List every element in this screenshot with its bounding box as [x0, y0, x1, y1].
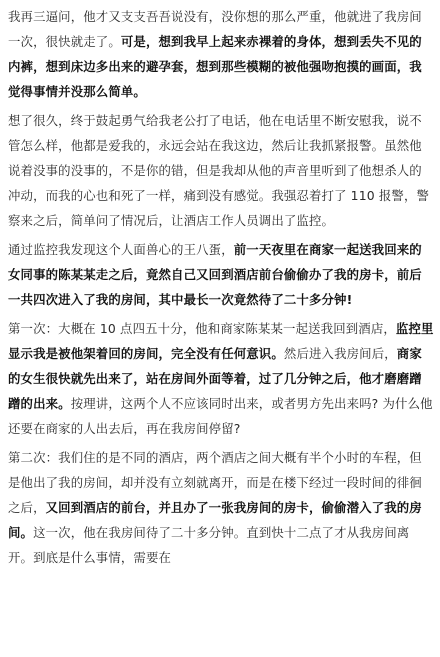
text-run: 第一次：大概在 10 点四五十分，他和商家陈某某一起送我回到酒店， [8, 321, 396, 336]
paragraph-1 [8, 4, 434, 104]
bold-text-run: 前一天夜里在商家一起送我回来的女同事的陈某某走之后，竟然自己又回到酒店前台偷偷办了我的房卡，前后一共四次进入了我的房间，其中最长一次竟然待了二十多分钟! [8, 242, 422, 307]
paragraph-5 [8, 445, 434, 570]
bold-text-run: 商家的女生很快就先出来了，站在房间外面等着，过了几分钟之后，他才磨磨蹭蹭的出来。 [8, 346, 422, 411]
text-run: 然后进入我房间后， [283, 346, 397, 361]
bold-text-run: 监控里显示我是被他架着回的房间，完全没有任何意识。 [8, 321, 434, 361]
bold-text-run: 又回到酒店的前台，并且办了一张我房间的房卡，偷偷潜入了我的房间。 [8, 500, 422, 540]
text-run: 按理讲，这两个人不应该同时出来，或者男方先出来吗? 为什么他还要在商家的人出去后，再在我房间停留? [8, 396, 433, 436]
paragraph-2 [8, 108, 434, 233]
article-body [8, 4, 434, 574]
text-run: 这一次，他在我房间待了二十多分钟。直到快十二点了才从我房间离开。到底是什么事情，需要在 [8, 525, 410, 565]
paragraph-4 [8, 316, 434, 441]
text-run: 想了很久，终于鼓起勇气给我老公打了电话，他在电话里不断安慰我，说不管怎么样，他都是爱我的，永远会站在我这边，然后让我抓紧报警。虽然他说着没事的没事的，不是你的错，但是我却从他的声音里听到了他想杀人的冲动，而我的心也和死了一样，痛到没有感觉。我强忍着打了 110 报警，警察来之后，简单问了情况后，让酒店工作人员调出了监控。 [8, 113, 430, 228]
text-run: 第二次：我们住的是不同的酒店，两个酒店之间大概有半个小时的车程，但是他出了我的房间，却并没有立刻就离开，而是在楼下经过一段时间的徘徊之后， [8, 450, 422, 515]
bold-text-run: 可是，想到我早上起来赤裸着的身体，想到丢失不见的内裤，想到床边多出来的避孕套，想到那些模糊的被他强吻抱摸的画面，我觉得事情并没那么简单。 [8, 34, 422, 99]
text-run: 我再三逼问，他才又支支吾吾说没有，没你想的那么严重，他就进了我房间一次，很快就走了。 [8, 9, 422, 49]
paragraph-3 [8, 237, 434, 312]
text-run: 通过监控我发现这个人面兽心的王八蛋， [8, 242, 234, 257]
